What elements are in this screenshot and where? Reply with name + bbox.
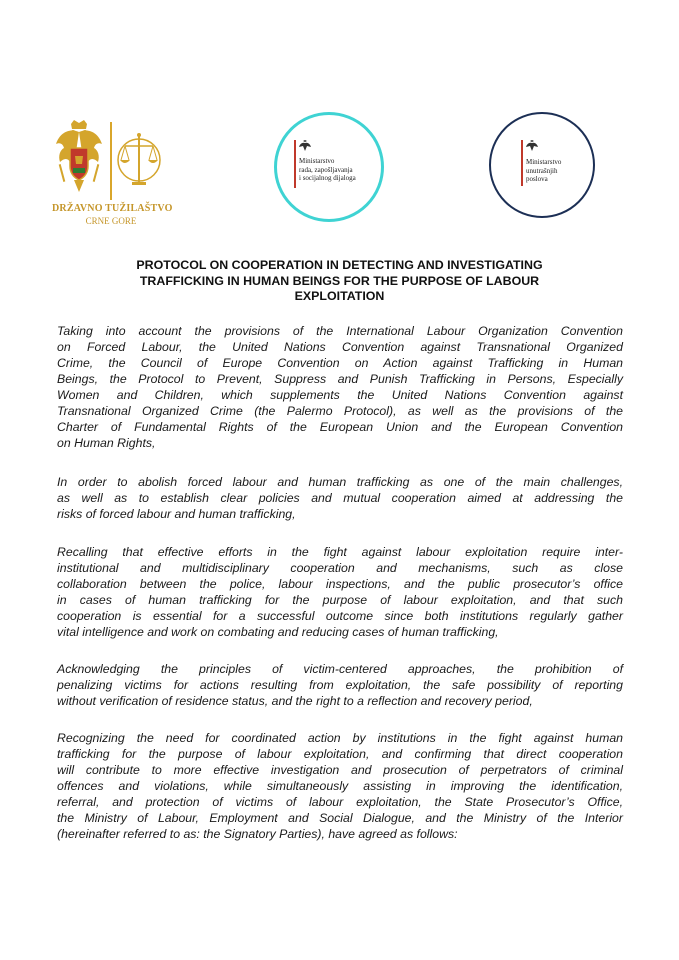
- paragraph-line: trafficking for the purpose of labour exploitation, and confirming that direct cooperation: [57, 747, 623, 761]
- prosecutor-logo-text: DRŽAVNO TUŽILAŠTVO: [52, 203, 173, 214]
- paragraph-line: cooperation is essential for a successful outcome since both institutions regularly gather: [57, 609, 623, 623]
- interior-ministry-line-1: Ministarstvo: [526, 158, 562, 166]
- paragraph-line: on Forced Labour, the United Nations Convention against Transnational Organized: [57, 340, 623, 354]
- preamble-paragraph-5: [57, 730, 623, 842]
- coat-of-arms-mini-icon: [526, 139, 538, 152]
- preamble-paragraph-4: [57, 661, 623, 709]
- prosecutor-office-logo: [52, 118, 173, 226]
- paragraph-line: risks of forced labour and human trafficking,: [57, 507, 296, 521]
- preamble-paragraph-2: [57, 474, 623, 522]
- labour-ministry-line-2: rada, zapošljavanja: [299, 165, 353, 174]
- labour-ministry-logo: [274, 112, 384, 222]
- paragraph-line: the Ministry of Labour, Employment and Social Dialogue, and the Ministry of the Interior: [57, 811, 623, 825]
- montenegro-coat-of-arms-icon: [54, 118, 104, 198]
- title-line: TRAFFICKING IN HUMAN BEINGS FOR THE PURPOSE OF LABOUR: [139, 273, 540, 288]
- scales-of-justice-icon: [116, 124, 162, 196]
- paragraph-line: (hereinafter referred to as: the Signatory Parties), have agreed as follows:: [57, 827, 458, 841]
- paragraph-line: institutional and multidisciplinary cooperation and mechanisms, such as close: [57, 561, 623, 575]
- prosecutor-logo-subtext: CRNE GORE: [85, 216, 137, 226]
- interior-ministry-line-3: poslova: [526, 175, 548, 183]
- document-title: [60, 258, 619, 305]
- paragraph-line: vital intelligence and work on combating and reducing cases of human trafficking,: [57, 625, 499, 639]
- interior-ministry-line-2: unutrašnjih: [526, 166, 558, 175]
- paragraph-line: Charter of Fundamental Rights of the European Union and the European Convention: [57, 420, 623, 434]
- title-line: PROTOCOL ON COOPERATION IN DETECTING AND INVESTIGATING: [136, 258, 543, 272]
- paragraph-line: offences and violations, while simultaneously assisting in improving the identification,: [57, 779, 623, 793]
- paragraph-line: Taking into account the provisions of the International Labour Organization Convention: [57, 324, 623, 338]
- paragraph-line: Beings, the Protocol to Prevent, Suppress and Punish Trafficking in Persons, Especially: [57, 372, 623, 386]
- paragraph-line: penalizing victims for actions resulting from exploitation, the safe possibility of reporting: [57, 678, 623, 692]
- preamble-paragraph-3: [57, 544, 623, 640]
- logo-red-bar: [294, 140, 296, 188]
- paragraph-line: Transnational Organized Crime (the Palermo Protocol), as well as the provisions of the: [57, 404, 623, 418]
- paragraph-line: referral, and protection of victims of labour exploitation, the State Prosecutor’s Office,: [57, 795, 623, 809]
- paragraph-line: in cases of human trafficking for the purpose of labour exploitation, and that such: [57, 593, 623, 607]
- logo-red-bar: [521, 140, 523, 186]
- paragraph-line: collaboration between the police, labour inspections, and the public prosecutor’s office: [57, 577, 623, 591]
- paragraph-line: In order to abolish forced labour and human trafficking as one of the main challenges,: [57, 475, 623, 489]
- preamble-paragraph-1: [57, 323, 623, 451]
- paragraph-line: as well as to establish clear policies and mutual cooperation aimed at addressing the: [57, 491, 623, 505]
- paragraph-line: Acknowledging the principles of victim-centered approaches, the prohibition of: [57, 662, 623, 676]
- paragraph-line: on Human Rights,: [57, 436, 156, 450]
- labour-ministry-line-1: Ministarstvo: [299, 157, 335, 165]
- title-line: EXPLOITATION: [294, 289, 385, 303]
- paragraph-line: Crime, the Council of Europe Convention on Action against Trafficking in Human: [57, 356, 623, 370]
- paragraph-line: will contribute to more effective investigation and prosecution of perpetrators of criminal: [57, 763, 623, 777]
- coat-of-arms-mini-icon: [299, 139, 311, 152]
- logo-divider: [110, 122, 112, 200]
- paragraph-line: without verification of residence status, and the right to a reflection and recovery period,: [57, 694, 533, 708]
- labour-ministry-line-3: i socijalnog dijaloga: [299, 174, 356, 182]
- paragraph-line: Recalling that effective efforts in the fight against labour exploitation require inter-: [57, 545, 623, 559]
- paragraph-line: Women and Children, which supplements the United Nations Convention against: [57, 388, 623, 402]
- paragraph-line: Recognizing the need for coordinated action by institutions in the fight against human: [57, 731, 623, 745]
- interior-ministry-logo: [489, 112, 595, 218]
